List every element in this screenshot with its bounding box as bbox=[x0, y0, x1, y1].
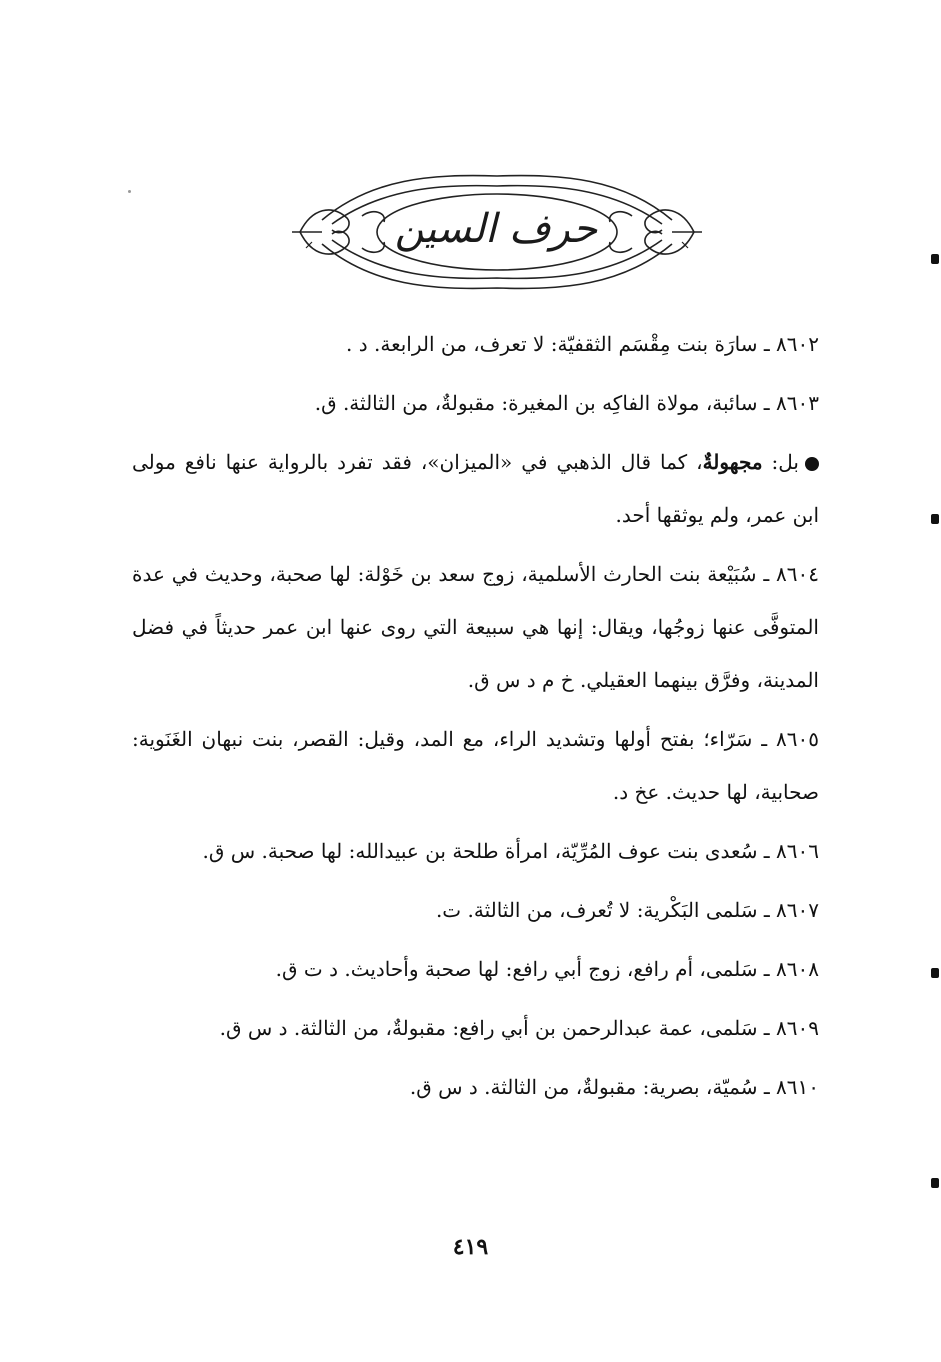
entry-8606: ٨٦٠٦ ـ سُعدى بنت عوف المُرِّيّة، امرأة طلحة بن عبيدالله: لها صحبة. س ق. bbox=[202, 839, 819, 863]
margin-mark-icon bbox=[931, 1178, 939, 1188]
scan-speck-icon bbox=[128, 190, 131, 193]
entry-8610: ٨٦١٠ ـ سُميّة، بصرية: مقبولةٌ، من الثالثة. د س ق. bbox=[409, 1075, 819, 1099]
annotation-8603 bbox=[132, 436, 837, 542]
entry-8608: ٨٦٠٨ ـ سَلمى، أم رافع، زوج أبي رافع: لها صحبة وأحاديث. د ت ق. bbox=[275, 957, 819, 981]
margin-mark-icon bbox=[931, 968, 939, 978]
entry-8602: ٨٦٠٢ ـ سارَة بنت مِقْسَم الثقفيّة: لا تعرف، من الرابعة. د . bbox=[346, 332, 819, 356]
entry-8609: ٨٦٠٩ ـ سَلمى، عمة عبدالرحمن بن أبي رافع: مقبولةٌ، من الثالثة. د س ق. bbox=[219, 1016, 819, 1040]
margin-mark-icon bbox=[931, 514, 939, 524]
entries-list bbox=[132, 318, 837, 1114]
annotation-text: ، كما قال الذهبي في «الميزان»، فقد تفرد بالرواية عنها نافع مولى ابن عمر، ولم يوثقها أحد. bbox=[132, 450, 819, 527]
entry-8605: ٨٦٠٥ ـ سَرّاء؛ بفتح أولها وتشديد الراء، مع المد، وقيل: القصر، بنت نبهان الغَنَوية: صحابية، لها حديث. عخ د. bbox=[132, 727, 819, 804]
page-number: ٤١٩ bbox=[452, 1234, 489, 1260]
entry-8607: ٨٦٠٧ ـ سَلمى البَكْرية: لا تُعرف، من الثالثة. ت. bbox=[435, 898, 819, 922]
annotation-verdict: مجهولةٌ bbox=[702, 450, 763, 474]
section-title: حرف السين bbox=[394, 206, 598, 252]
entry-8604: ٨٦٠٤ ـ سُبَيْعة بنت الحارث الأسلمية، زوج سعد بن خَوْلة: لها صحبة، وحديث في عدة المتوفَّى عنها زوجُها، ويقال: إنها هي سبيعة التي روى عنها ابن عمر حديثاً في فضل المدينة، وفرَّق بينهما العقيلي. خ م د س ق. bbox=[132, 562, 819, 692]
annotation-prefix: بل: bbox=[762, 450, 799, 474]
entry-8603: ٨٦٠٣ ـ سائبة، مولاة الفاكِه بن المغيرة: مقبولةٌ، من الثالثة. ق. bbox=[314, 391, 819, 415]
bullet-icon bbox=[805, 457, 819, 471]
margin-mark-icon bbox=[931, 254, 939, 264]
